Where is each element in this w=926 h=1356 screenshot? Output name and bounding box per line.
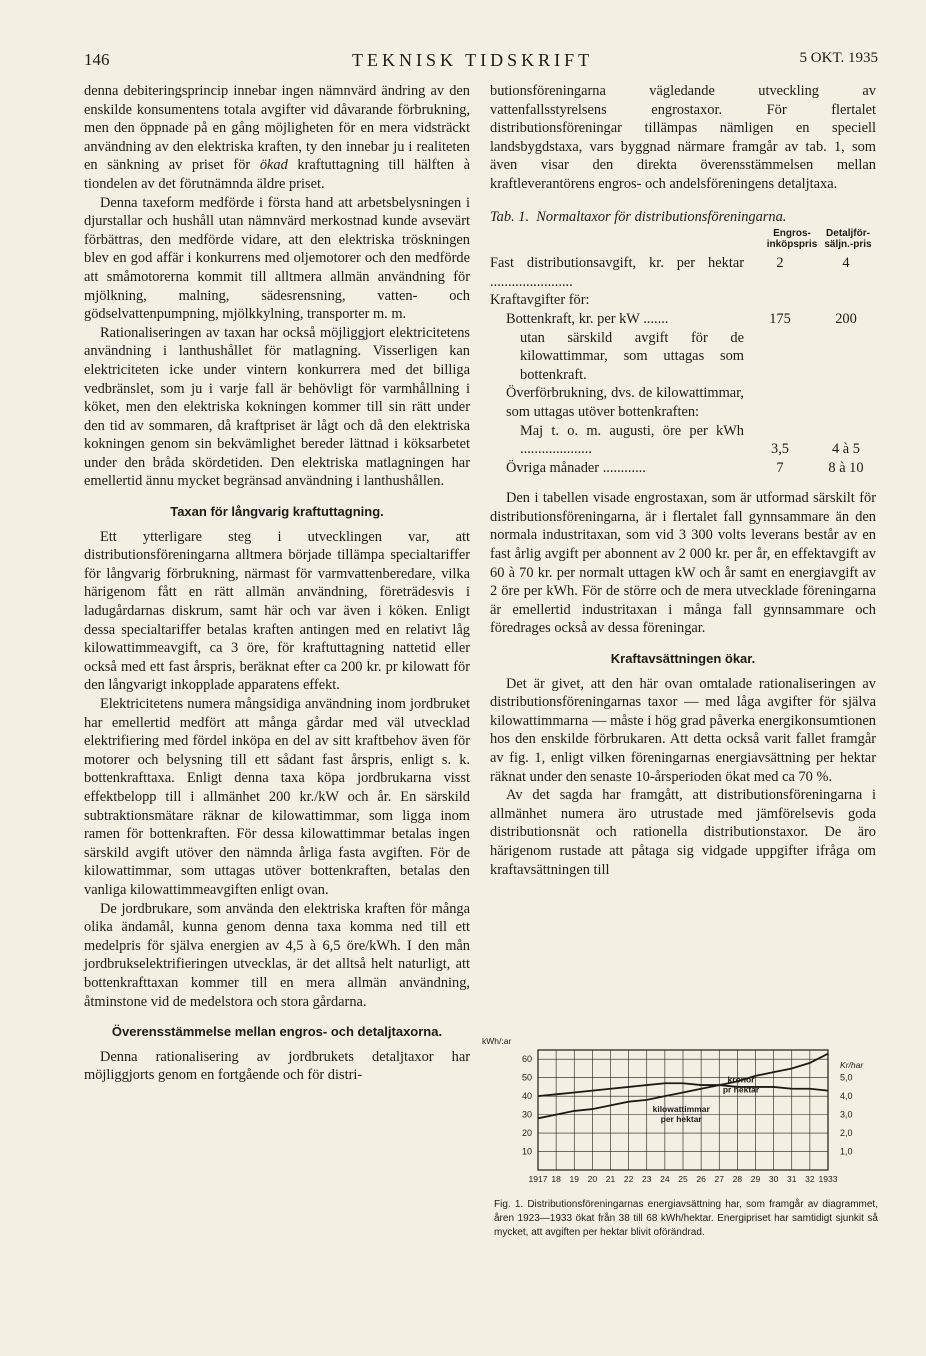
x-tick-label: 28 <box>732 1174 743 1184</box>
running-header <box>0 50 926 72</box>
y-tick-label-left: 20 <box>521 1128 532 1139</box>
x-tick-label: 23 <box>642 1174 652 1184</box>
y-tick-label-left: 60 <box>521 1054 532 1065</box>
paragraph: Denna rationalisering av jordbrukets detaljtaxor har möjliggjorts genom en fortgående och för distri- <box>84 1048 470 1084</box>
y-tick-label-right: 1,0 <box>840 1146 853 1157</box>
x-tick-label: 30 <box>768 1174 779 1184</box>
annotation-line: per hektar <box>660 1113 702 1124</box>
paragraph: Det är givet, att den här ovan omtalade rationaliseringen av distributionsföreningarnas taxor — med låga avgifter för själva kilowattimmarna — måste i hög grad påverka energikonsumtionen hos den enskilde förbrukaren. Att detta också varit fallet framgår av fig. 1, enligt vilken föreningarnas energiavsättning per hektar räknat under den senaste 10-årsperioden ökat med ca 70 %. <box>490 675 876 785</box>
x-tick-label: 1917 <box>528 1174 548 1184</box>
left-column <box>84 82 470 1085</box>
journal-title: TEKNISK TIDSKRIFT <box>352 50 594 70</box>
paragraph: Denna taxeform medförde i första hand att arbetsbelysningen i djurstallar och hushåll utan nämnvärd merkostnad kunde avsevärt förbättras, den medförde vidare, att den elektriska tröskningen blev en god affär i konkurrens med oljemotorer och den medförde att småmotorerna kommit till alltmera allmän användning för mjölkning, malning, sädesrensning, vatten- och gödselvattenpumpning, mjölkkylning, transporter m. m. <box>84 194 470 323</box>
paragraph: De jordbrukare, som använda den elektriska kraften för många olika ändamål, kunna genom denna taxa komma ned till ett medelpris för själva energien av 4,5 à 6,5 öre/kWh. I den mån jordbrukselektrifieringen utvecklas, är det alltså helt naturligt, att bottenkrafttaxan kommer till en mera allmän användning, åtminstone vid de medelstora och stora gårdarna. <box>84 900 470 1010</box>
x-tick-label: 25 <box>678 1174 688 1184</box>
x-tick-label: 1933 <box>818 1174 838 1184</box>
figure-caption: Fig. 1. Distributionsföreningarnas energiavsättning har, som framgår av diagrammet, åren 1923—1933 ökat från 38 till 68 kWh/hektar. Energipriset har samtidigt sjunkit så mycket, att avgiften per hektar blivit oförändrad. <box>494 1199 878 1238</box>
tariff-table <box>490 228 876 477</box>
paragraph: denna debiteringsprincip innebar ingen nämnvärd ändring av den enskilde konsumentens totala avgifter vid dåvarande förbrukning, men den öppnade på en gång möjligheten för en mera vidsträckt användning av den elektriska kraften, ty den innebar ju i realiteten en sänkning av priset för ökad kraftuttagning till hälften à tiondelen av det förutnämnda äldre priset. <box>84 83 470 192</box>
col-header-detalj: Detaljför-säljn.-pris <box>824 228 872 251</box>
issue-date: 5 OKT. 1935 <box>799 50 878 66</box>
table-row: utan särskild avgift för de kilowattimmar, som uttagas som bottenkraft. <box>520 329 744 383</box>
x-tick-label: 24 <box>660 1174 670 1184</box>
section-heading: Kraftavsättningen ökar. <box>610 651 756 667</box>
annotation-kwh <box>653 1104 711 1124</box>
table-row: Övriga månader ............ 7 8 à 10 <box>506 459 864 476</box>
paragraph: Den i tabellen visade engrostaxan, som är utformad särskilt för distributionsföreningarna, är i flertalet fall gynnsammare än den normala industritaxan, som vid 3 300 volts leverans består av en fast årlig avgift per abonnent av 2 000 kr. per år, en effektavgift av 60 à 70 kr. per normalt uttagen kW och år samt en energiavgift av 2 öre per kWh. För de större och de mera utvecklade föreningarna är emellertid industritaxan i många fall gynnsammare och föredrages också av dessa föreningar. <box>490 490 876 637</box>
paragraph: Rationaliseringen av taxan har också möjliggjort elektricitetens användning i lanthushållet för matlagning. Visserligen kan elektriciteten icke under vintern konkurrera med det billiga vedbränslet, som ju i varje fall är behövligt för varmhållning i köket, men den elektriska kokningen kommer till sin rätt under den tid av sommaren, då kraftpriset är lågt och då den elektriska kokningen genom sin bekvämlighet bereder lättnad i köksarbetet under den bråda skördetiden. Den elektriska matlagningen har emellertid ännu mycket begränsad användning i lanthushållen. <box>84 324 470 490</box>
table-row: Bottenkraft, kr. per kW ....... 175 200 <box>506 310 857 327</box>
y-axis-label-left: kWh/:ar <box>482 1036 512 1046</box>
y-tick-label-right: 3,0 <box>840 1109 853 1120</box>
x-tick-label: 19 <box>569 1174 579 1184</box>
paragraph: Ett ytterligare steg i utvecklingen var, att distributionsföreningarna alltmera började tillämpa specialtariffer för långvarig förbrukning, närmast för varmvattenberedare, vilka härigenom fått en rätt allmän användning, företrädesvis i ladugårdarnas diskrum, samt här och var även i köken. Enligt dessa specialtariffer betalas kraften antingen med en relativt låg kilowattimmeavgift, ca 3 öre, för kraftuttagning nattetid eller också med ett fast årspris, beräknat efter ca 200 kr. pr kilowatt för den långvarigt inkopplade apparatens effekt. <box>84 528 470 694</box>
section-heading: Överensstämmelse mellan engros- och detaljtaxorna. <box>111 1024 443 1040</box>
y-tick-label-left: 40 <box>521 1091 532 1102</box>
y-tick-label-left: 10 <box>521 1146 532 1157</box>
energy-chart <box>482 1034 882 1186</box>
x-tick-label: 31 <box>787 1174 797 1184</box>
right-column <box>490 82 876 879</box>
x-tick-label: 32 <box>805 1174 815 1184</box>
x-tick-label: 29 <box>750 1174 761 1184</box>
annotation-line: kilowattimmar <box>652 1103 710 1114</box>
x-tick-label: 20 <box>587 1174 598 1184</box>
annotation-line: pr hektar <box>722 1084 760 1095</box>
y-tick-label-right: 5,0 <box>840 1072 853 1083</box>
table-row: Maj t. o. m. augusti, öre per kWh .................... 3,5 4 à 5 <box>520 422 860 458</box>
annotation-kronor <box>723 1074 760 1094</box>
table-caption: Tab. 1. Normaltaxor för distributionsföreningarna. <box>490 208 787 225</box>
y-tick-label-left: 30 <box>521 1109 532 1120</box>
table-row: Fast distributionsavgift, kr. per hektar ....................... 2 4 <box>490 255 850 290</box>
page-number: 146 <box>84 50 110 69</box>
x-tick-label: 27 <box>714 1174 724 1184</box>
col-header-engros: Engros-inköpspris <box>766 228 818 251</box>
x-tick-label: 26 <box>696 1174 706 1184</box>
annotation-line: kronor <box>727 1074 755 1085</box>
y-tick-label-left: 50 <box>521 1072 532 1083</box>
table-header <box>490 228 876 250</box>
section-heading: Taxan för långvarig kraftuttagning. <box>170 504 384 520</box>
x-tick-label: 21 <box>605 1174 616 1184</box>
paragraph: Av det sagda har framgått, att distributionsföreningarna i allmänhet numera äro utrustade med jämförelsevis goda distributionsnät och rationella distributionstaxor. De äro härigenom rustade att påtaga sig vidgade uppgifter ifråga om kraftavsättningen till <box>490 787 876 878</box>
x-tick-label: 18 <box>551 1174 561 1184</box>
emphasis: ökad <box>259 157 288 174</box>
table-row: Kraftavgifter för: <box>490 292 590 309</box>
paragraph: butionsföreningarna vägledande utveckling av vattenfallsstyrelsens engrostaxor. För flertalet distributionsföreningar tillämpas nämligen en speciell landsbygdstaxa, vars byggnad närmare framgår av tab. 1, som även visar den direkta överensstämmelsen mellan kraftleverantörens engros- och andelsföreningens detaljtaxa. <box>490 83 876 192</box>
y-axis-label-right: Kr/har <box>840 1060 864 1070</box>
paragraph: Elektricitetens numera mångsidiga användning inom jordbruket har emellertid medfört att många gårdar med väl utvecklad elektrifiering med fördel inköpa en del av sitt kraftbehov även för motorer och belysning till ett sådant fast årspris, enligt s. k. bottenkrafttaxa. Enligt denna taxa köpa jordbrukarna visst effektbelopp till i allmänhet 200 kr./kW och år. En särskild subtraktionsmätare räknar de kilowattimmar, som ligga inom ramen för bottenkraften. För dessa kilowattimmar betalas ingen särskild avgift utöver den nämnda årliga fasta avgiften. För de kilowattimmar, som uttagas utöver bottenkraften, betalas den vanliga kilowattimmeavgiften enligt ovan. <box>84 696 470 898</box>
table-row: Överförbrukning, dvs. de kilowattimmar, som uttagas utöver bottenkraften: <box>506 385 744 420</box>
y-tick-label-right: 2,0 <box>840 1128 853 1139</box>
x-tick-label: 22 <box>623 1174 634 1184</box>
y-tick-label-right: 4,0 <box>840 1091 853 1102</box>
